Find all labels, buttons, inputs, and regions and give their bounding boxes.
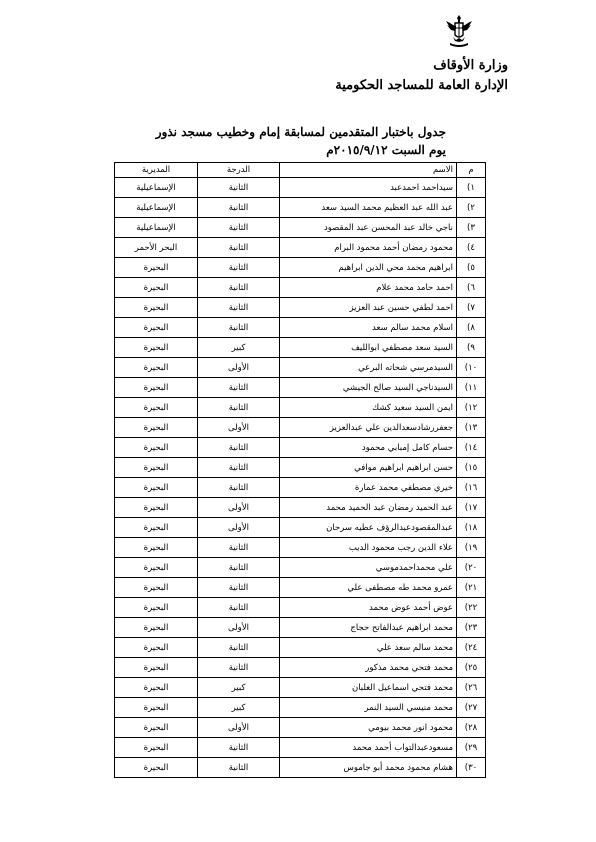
table-row (115, 338, 486, 358)
applicant-directorate: البحيرة (115, 698, 198, 718)
table-row (115, 518, 486, 538)
row-number: ٣) (457, 218, 486, 238)
applicant-directorate: البحيرة (115, 758, 198, 778)
applicant-grade: الأولى (198, 358, 280, 378)
applicant-name: محمد منيسي السيد النمر (280, 698, 457, 718)
applicant-name: السيدناجي السيد صالح الجيشي (280, 378, 457, 398)
applicant-directorate: البحيرة (115, 738, 198, 758)
applicant-name: عبد الله عبد العظيم محمد السيد سعد (280, 198, 457, 218)
exam-day: يوم السبت (391, 143, 446, 157)
applicant-directorate: الإسماعيلية (115, 178, 198, 198)
applicant-directorate: الإسماعيلية (115, 198, 198, 218)
applicant-name: اسلام محمد سالم سعد (280, 318, 457, 338)
applicant-grade: الثانية (198, 558, 280, 578)
applicant-directorate: البحيرة (115, 558, 198, 578)
table-row (115, 618, 486, 638)
table-row (115, 378, 486, 398)
row-number: ٢٨) (457, 718, 486, 738)
row-number: ٢٦) (457, 678, 486, 698)
applicant-name: علي محمداحمدموسي (280, 558, 457, 578)
applicant-directorate: الإسماعيلية (115, 218, 198, 238)
table-row (115, 238, 486, 258)
applicant-grade: الثانية (198, 538, 280, 558)
applicant-directorate: البحيرة (115, 638, 198, 658)
applicant-directorate: البحيرة (115, 538, 198, 558)
applicant-grade: الثانية (198, 598, 280, 618)
applicant-directorate: البحيرة (115, 658, 198, 678)
applicant-grade: الثانية (198, 638, 280, 658)
row-number: ٢٢) (457, 598, 486, 618)
table-row (115, 678, 486, 698)
applicant-name: عمرو محمد طه مصطفى علي (280, 578, 457, 598)
applicant-directorate: البحيرة (115, 578, 198, 598)
applicant-directorate: البحيرة (115, 298, 198, 318)
applicant-grade: الثانية (198, 378, 280, 398)
table-row (115, 478, 486, 498)
row-number: ٢١) (457, 578, 486, 598)
table-row (115, 558, 486, 578)
applicant-directorate: البحيرة (115, 618, 198, 638)
applicant-directorate: البحيرة (115, 598, 198, 618)
applicant-grade: الثانية (198, 758, 280, 778)
table-row (115, 718, 486, 738)
applicant-directorate: البحيرة (115, 358, 198, 378)
document-subtitle (326, 143, 446, 158)
applicant-directorate: البحيرة (115, 718, 198, 738)
row-number: ٢٤) (457, 638, 486, 658)
applicant-directorate: البحيرة (115, 498, 198, 518)
applicant-name: سيداحمد احمدعبد (280, 178, 457, 198)
table-body (115, 178, 486, 778)
applicant-name: محمد ابراهيم عبدالفاتح حجاج (280, 618, 457, 638)
applicant-name: السيدمرسي شحاته البرعي (280, 358, 457, 378)
eagle-emblem-icon (444, 14, 474, 48)
table-row (115, 298, 486, 318)
applicant-directorate: البحر الأحمر (115, 238, 198, 258)
row-number: ٦) (457, 278, 486, 298)
row-number: ١٩) (457, 538, 486, 558)
applicant-grade: الأولى (198, 498, 280, 518)
applicant-grade: كبير (198, 338, 280, 358)
applicant-grade: الثانية (198, 198, 280, 218)
row-number: ١٦) (457, 478, 486, 498)
applicant-grade: الأولى (198, 718, 280, 738)
row-number: ٢٩) (457, 738, 486, 758)
row-number: ١٧) (457, 498, 486, 518)
applicant-name: حسام كامل إمبابي محمود (280, 438, 457, 458)
table-row (115, 538, 486, 558)
applicant-grade: الثانية (198, 738, 280, 758)
applicant-directorate: البحيرة (115, 378, 198, 398)
applicant-name: محمد فتحي اسماعيل الغلبان (280, 678, 457, 698)
applicant-name: السيد سعد مصطفي ابوالليف (280, 338, 457, 358)
table-row (115, 698, 486, 718)
applicant-directorate: البحيرة (115, 418, 198, 438)
applicant-grade: الثانية (198, 438, 280, 458)
column-header-grade: الدرجة (198, 163, 280, 178)
applicant-directorate: البحيرة (115, 478, 198, 498)
table-row (115, 278, 486, 298)
row-number: ١٢) (457, 398, 486, 418)
row-number: ١٤) (457, 438, 486, 458)
applicant-grade: الثانية (198, 458, 280, 478)
applicant-directorate: البحيرة (115, 398, 198, 418)
table-row (115, 598, 486, 618)
applicant-directorate: البحيرة (115, 278, 198, 298)
applicants-table (114, 162, 486, 778)
row-number: ٢٣) (457, 618, 486, 638)
applicant-name: محمود رمضان أحمد محمود البرام (280, 238, 457, 258)
applicant-name: محمد سالم سعد علي (280, 638, 457, 658)
applicant-name: حسن ابراهيم ابراهيم موافي (280, 458, 457, 478)
table-row (115, 318, 486, 338)
table-row (115, 458, 486, 478)
row-number: ٢٠) (457, 558, 486, 578)
applicant-grade: الثانية (198, 398, 280, 418)
applicant-directorate: البحيرة (115, 458, 198, 478)
row-number: ٢) (457, 198, 486, 218)
applicant-grade: الثانية (198, 318, 280, 338)
applicant-grade: الثانية (198, 658, 280, 678)
table-row (115, 198, 486, 218)
column-header-number: م (457, 163, 486, 178)
table-row (115, 258, 486, 278)
table-row (115, 358, 486, 378)
column-header-directorate: المديرية (115, 163, 198, 178)
table-row (115, 438, 486, 458)
row-number: ٤) (457, 238, 486, 258)
document-title: جدول باختبار المتقدمين لمسابقة إمام وخطيب مسجد نذور (155, 125, 446, 139)
applicant-grade: الثانية (198, 278, 280, 298)
applicant-name: مسعودعبدالتواب أحمد محمد (280, 738, 457, 758)
applicant-name: علاء الدين رجب محمود الديب (280, 538, 457, 558)
applicant-grade: الأولى (198, 418, 280, 438)
table-row (115, 418, 486, 438)
applicant-name: ايمن السيد سعيد كشك (280, 398, 457, 418)
table-row (115, 178, 486, 198)
applicant-grade: الثانية (198, 298, 280, 318)
row-number: ١٣) (457, 418, 486, 438)
applicant-directorate: البحيرة (115, 678, 198, 698)
applicant-grade: الثانية (198, 178, 280, 198)
table-row (115, 578, 486, 598)
applicant-grade: الثانية (198, 478, 280, 498)
row-number: ١٥) (457, 458, 486, 478)
table-row (115, 758, 486, 778)
applicant-name: هشام محمود محمد أبو جاموس (280, 758, 457, 778)
applicant-grade: الثانية (198, 238, 280, 258)
table-row (115, 398, 486, 418)
applicant-name: احمد لطفي حسين عبد العزيز (280, 298, 457, 318)
applicant-grade: الأولى (198, 618, 280, 638)
applicant-name: محمد فتحي محمد مذكور (280, 658, 457, 678)
applicant-grade: كبير (198, 698, 280, 718)
column-header-name: الاسم (280, 163, 457, 178)
applicant-name: ناجي خالد عبد المحسن عبد المقصود (280, 218, 457, 238)
table-header-row (115, 163, 486, 178)
applicant-directorate: البحيرة (115, 338, 198, 358)
ministry-name: وزارة الأوقاف (433, 58, 508, 73)
applicant-name: خيري مصطفي محمد عمارة (280, 478, 457, 498)
row-number: ٨) (457, 318, 486, 338)
applicant-name: ابراهيم محمد محي الدين ابراهيم (280, 258, 457, 278)
applicant-name: احمد حامد محمد علام (280, 278, 457, 298)
applicant-name: عوض أحمد عوض محمد (280, 598, 457, 618)
row-number: ٢٧) (457, 698, 486, 718)
applicant-directorate: البحيرة (115, 318, 198, 338)
row-number: ١٠) (457, 358, 486, 378)
exam-date: ٢٠١٥/٩/١٢م (326, 143, 388, 157)
row-number: ٥) (457, 258, 486, 278)
row-number: ١) (457, 178, 486, 198)
table-row (115, 218, 486, 238)
applicant-name: جعفررشادسعدالدين علي عبدالعزيز (280, 418, 457, 438)
applicant-name: محمود انور محمد بيومي (280, 718, 457, 738)
applicant-grade: الأولى (198, 518, 280, 538)
applicant-grade: كبير (198, 678, 280, 698)
authority-name: الإدارة العامة للمساجد الحكومية (335, 78, 508, 93)
applicant-directorate: البحيرة (115, 518, 198, 538)
row-number: ٢٥) (457, 658, 486, 678)
applicant-directorate: البحيرة (115, 438, 198, 458)
table-row (115, 738, 486, 758)
row-number: ٣٠) (457, 758, 486, 778)
table-row (115, 498, 486, 518)
row-number: ١٨) (457, 518, 486, 538)
row-number: ٧) (457, 298, 486, 318)
table-row (115, 658, 486, 678)
applicant-name: عبد الحميد رمضان عبد الحميد محمد (280, 498, 457, 518)
applicant-directorate: البحيرة (115, 258, 198, 278)
row-number: ٩) (457, 338, 486, 358)
applicant-name: عبدالمقصودعبدالرؤف عطيه سرحان (280, 518, 457, 538)
applicant-grade: الثانية (198, 578, 280, 598)
applicant-grade: الثانية (198, 218, 280, 238)
row-number: ١١) (457, 378, 486, 398)
applicant-grade: الثانية (198, 258, 280, 278)
table-row (115, 638, 486, 658)
